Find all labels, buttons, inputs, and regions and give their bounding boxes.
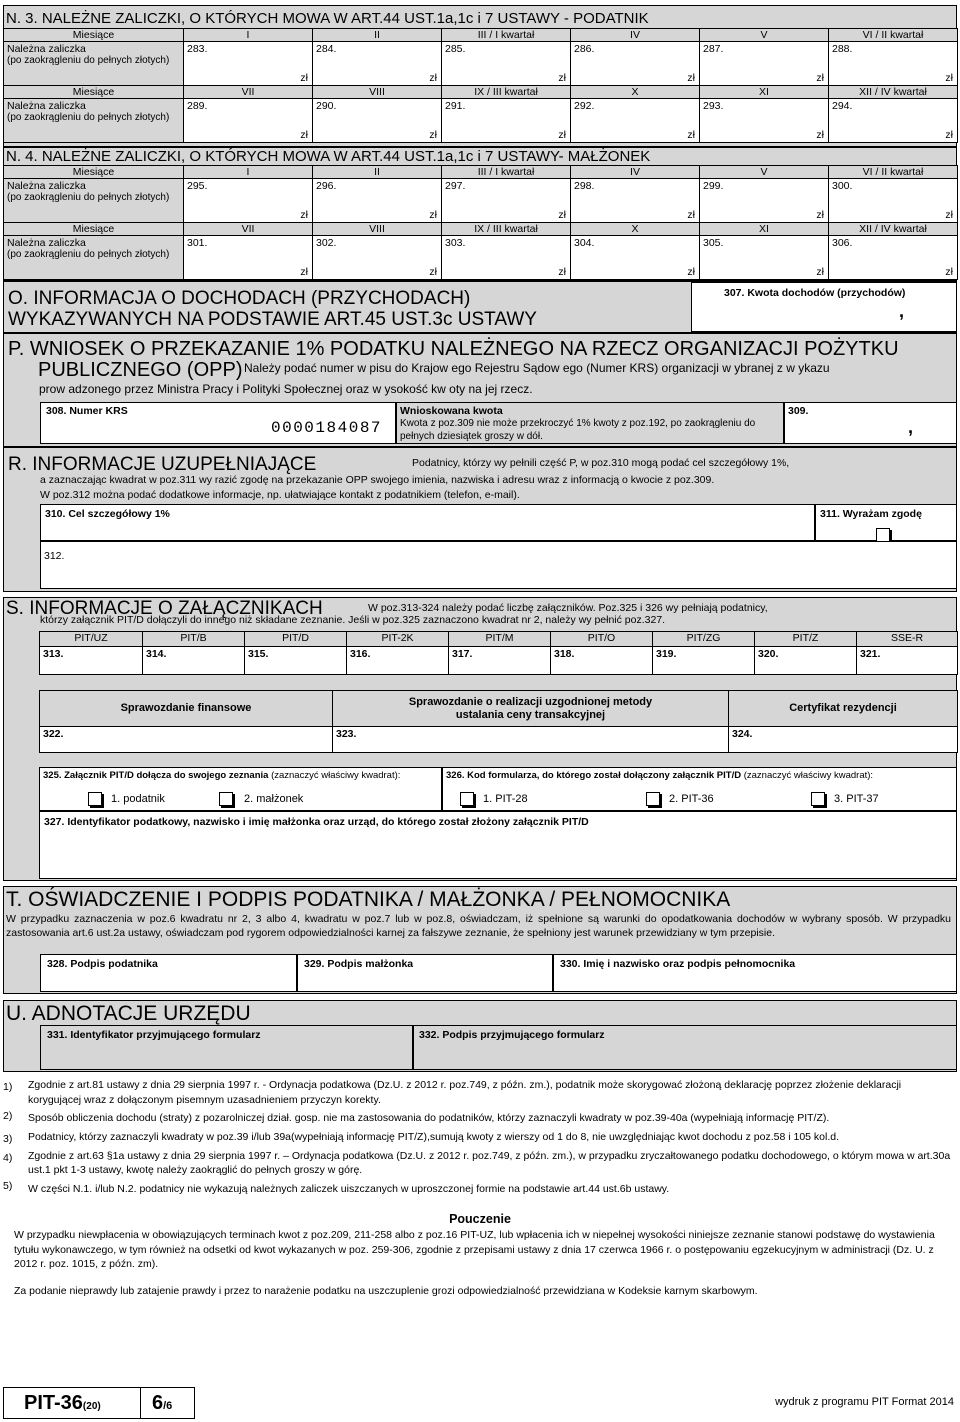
month-header: II: [313, 166, 442, 179]
section-t-desc: W przypadku zaznaczenia w poz.6 kwadratu nr 2, 3 albo 4, kwadratu w poz.7 lub w poz.8, oświadczam, iż spełnione są warunki do opodatkowania dochodów w wybrany sposób. W przypadku zastosowania art.6 ust.2a ustawy, oświadczam pod rygorem odpowiedzialności karnej za fałszywe zeznanie, że spełniony jest warunek przewidziany w tym przepisie.: [6, 913, 951, 939]
section-t-title: T. OŚWIADCZENIE I PODPIS PODATNIKA / MAŁŻONKA / PEŁNOMOCNIKA: [6, 888, 731, 911]
form-name: PIT-36(20): [24, 1392, 101, 1414]
option-pit36-label: 2. PIT-36: [669, 793, 714, 805]
footnote-number: 2): [3, 1110, 13, 1123]
field-326-label: 326. Kod formularza, do którego został dołączony załącznik PIT/D (zaznaczyć właściwy kwadrat):: [446, 770, 874, 781]
section-s-title: S. INFORMACJE O ZAŁĄCZNIKACH: [6, 598, 323, 619]
field-290[interactable]: 290. zł: [313, 99, 442, 143]
row-label: Należna zaliczka (po zaokrągleniu do pełnych złotych): [4, 179, 184, 223]
month-header: XI: [700, 223, 829, 236]
footnote-text: Podatnicy, którzy zaznaczyli kwadraty w poz.39 i/lub 39a(wypełniają informację PIT/Z),sumują kwoty z wierszy od 1 do 8, nie uwzględniając kwot dochodu z poz.58 i 105 kol.d.: [28, 1131, 840, 1144]
print-note: wydruk z programu PIT Format 2014: [775, 1396, 954, 1408]
months-label: Miesiące: [4, 166, 184, 179]
months-label: Miesiące: [4, 29, 184, 42]
page-number-box: [141, 1387, 195, 1419]
month-header: XII / IV kwartał: [829, 86, 958, 99]
field-310[interactable]: 310. Cel szczegółowy 1%: [40, 504, 815, 541]
months-label: Miesiące: [4, 223, 184, 236]
month-header: VII: [184, 223, 313, 236]
field-330[interactable]: 330. Imię i nazwisko oraz podpis pełnomocnika: [553, 954, 957, 992]
option-malzonek-checkbox[interactable]: [219, 792, 233, 806]
month-header: III / I kwartał: [442, 166, 571, 179]
row-label: Należna zaliczka (po zaokrągleniu do pełnych złotych): [4, 42, 184, 86]
footnote: [3, 1111, 957, 1126]
field-299[interactable]: 299. zł: [700, 179, 829, 223]
section-p-title-1: P. WNIOSEK O PRZEKAZANIE 1% PODATKU NALEŻNEGO NA RZECZ ORGANIZACJI POŻYTKU: [8, 338, 899, 360]
footnote-number: 4): [3, 1151, 13, 1164]
pouczenie-text-1: W przypadku niewpłacenia w obowiązujących terminach kwot z poz.209, 211-258 albo z poz.16 PIT-UZ, lub wpłacenia ich w niepełnej wysokości niniejsze zeznanie stanowi podstawę do wystawienia tytułu wykonawczego, w tym również na odsetki od kwot wykazanych w poz. 259-306, zgodnie z przepisami ustawy z dnia 17 czerwca 1966 r. o postępowaniu egzekucyjnym w administracji (Dz. U. z 2012 r. poz. 1015, z późn. zm).: [14, 1229, 935, 1271]
month-header: IV: [571, 166, 700, 179]
section-u-title: U. ADNOTACJE URZĘDU: [6, 1002, 251, 1025]
field-311[interactable]: 311. Wyrażam zgodę: [815, 504, 957, 541]
month-header: IX / III kwartał: [442, 223, 571, 236]
month-header: VIII: [313, 86, 442, 99]
section-s-desc-2: którzy załącznik PIT/D dołączyli do innego niż składane zeznanie. Jeśli w poz.325 zaznaczono kwadrat nr 2, należy wy pełnić poz.327.: [40, 614, 666, 626]
footnote-number: 5): [3, 1180, 13, 1193]
field-324[interactable]: 324.: [729, 727, 958, 753]
pouczenie-title: Pouczenie: [449, 1212, 511, 1226]
option-podatnik-checkbox[interactable]: [88, 792, 102, 806]
footnote-text: W części N.1. i/lub N.2. podatnicy nie wykazują należnych zaliczek uiszczanych w uproszczonej formie na podstawie art.44 ust.6b ustawy.: [28, 1183, 670, 1196]
attachment-header: PIT/B: [143, 632, 245, 647]
section-o-title-1: O. INFORMACJA O DOCHODACH (PRZYCHODACH): [8, 288, 471, 309]
field-328[interactable]: 328. Podpis podatnika: [40, 954, 297, 992]
field-306[interactable]: 306. zł: [829, 236, 958, 280]
attachment-header: PIT-2K: [347, 632, 449, 647]
footnote-text: Zgodnie z art.81 ustawy z dnia 29 sierpnia 1997 r. - Ordynacja podatkowa (Dz.U. z 2012 r. poz.749, z późn. zm.), podatnik może skorygować złożoną deklarację poprzez złożenie deklaracji korygującej wraz z dołączonym pisemnym uzasadnieniem przyczyn korekty.: [28, 1079, 902, 1106]
attachment-header: PIT/M: [449, 632, 551, 647]
field-305[interactable]: 305. zł: [700, 236, 829, 280]
month-header: IX / III kwartał: [442, 86, 571, 99]
footnote-number: 3): [3, 1133, 13, 1146]
field-317[interactable]: 317.: [449, 647, 551, 675]
field-301[interactable]: 301. zł: [184, 236, 313, 280]
attachment-header: PIT/D: [245, 632, 347, 647]
option-pit36-checkbox[interactable]: [646, 792, 660, 806]
option-malzonek-label: 2. małżonek: [244, 793, 304, 805]
option-podatnik-label: 1. podatnik: [111, 793, 165, 805]
footnote-text: Sposób obliczenia dochodu (straty) z pozarolniczej dział. gosp. nie ma zastosowania do podatników, którzy zaznaczyli kwadraty w poz.39-40a (wypełniają informację PIT/Z).: [28, 1112, 830, 1125]
field-320[interactable]: 320.: [755, 647, 857, 675]
option-pit28-label: 1. PIT-28: [483, 793, 528, 805]
footnote-text: Zgodnie z art.63 §1a ustawy z dnia 29 sierpnia 1997 r. – Ordynacja podatkowa (Dz.U. z 2012 r. poz.749, z późn. zm.), w przypadku zryczałtowanego podatku dochodowego, o którym mowa w art.30a ust.1 pkt 1-3 ustawy, kwotę należy zaokrąglić do pełnych groszy w górę.: [28, 1149, 951, 1177]
section-n3-title: N. 3. NALEŻNE ZALICZKI, O KTÓRYCH MOWA W ART.44 UST.1a,1c i 7 USTAWY - PODATNIK: [6, 10, 649, 27]
field-316[interactable]: 316.: [347, 647, 449, 675]
field-322[interactable]: 322.: [40, 727, 333, 753]
section-s-desc-1: W poz.313-324 należy podać liczbę załączników. Poz.325 i 326 wy pełniają podatnicy,: [368, 602, 768, 614]
field-325-label: 325. Załącznik PIT/D dołącza do swojego zeznania (zaznaczyć właściwy kwadrat):: [43, 770, 401, 781]
field-329[interactable]: 329. Podpis małżonka: [297, 954, 553, 992]
field-321[interactable]: 321.: [857, 647, 958, 675]
section-p-desc-1: Należy podać numer w pisu do Krajow ego Rejestru Sądow ego (Numer KRS) organizacji w ybranej z w ykazu: [244, 361, 830, 375]
section-p-desc-2: prow adzonego przez Ministra Pracy i Polityki Społecznej oraz w ysokość kw oty na jej rzecz.: [39, 382, 533, 396]
month-header: VI / II kwartał: [829, 166, 958, 179]
field-319[interactable]: 319.: [653, 647, 755, 675]
section-r-desc-1: Podatnicy, którzy wy pełnili część P, w poz.310 mogą podać cel szczegółowy 1%,: [412, 457, 790, 469]
form-name-box: [3, 1387, 141, 1419]
field-298[interactable]: 298. zł: [571, 179, 700, 223]
footnote: [3, 1130, 957, 1145]
field-302[interactable]: 302. zł: [313, 236, 442, 280]
option-pit28-checkbox[interactable]: [460, 792, 474, 806]
page-number: 6/6: [152, 1392, 173, 1414]
month-header: VIII: [313, 223, 442, 236]
field-313[interactable]: 313.: [40, 647, 143, 675]
field-304[interactable]: 304. zł: [571, 236, 700, 280]
field-300[interactable]: 300. zł: [829, 179, 958, 223]
month-header: VII: [184, 86, 313, 99]
pouczenie-text-2: Za podanie nieprawdy lub zatajenie prawdy i przez to narażenie podatku na uszczuplenie grozi odpowiedzialność przewidziana w Kodeksie karnym skarbowym.: [14, 1285, 758, 1297]
month-header: X: [571, 223, 700, 236]
consent-checkbox[interactable]: [876, 528, 890, 542]
month-header: XII / IV kwartał: [829, 223, 958, 236]
n3-table: [3, 28, 958, 143]
field-296[interactable]: 296. zł: [313, 179, 442, 223]
field-285[interactable]: 285. zł: [442, 42, 571, 86]
field-293[interactable]: 293. zł: [700, 99, 829, 143]
month-header: V: [700, 166, 829, 179]
attachment-header: PIT/Z: [755, 632, 857, 647]
field-291[interactable]: 291. zł: [442, 99, 571, 143]
section-p-title-2: PUBLICZNEGO (OPP): [38, 359, 243, 381]
section-r-title: R. INFORMACJE UZUPEŁNIAJĄCE: [8, 454, 317, 475]
field-315[interactable]: 315.: [245, 647, 347, 675]
field-309[interactable]: 309. ,: [784, 402, 957, 444]
field-323[interactable]: 323.: [333, 727, 729, 753]
field-312[interactable]: 312.: [40, 541, 957, 589]
field-284[interactable]: 284. zł: [313, 42, 442, 86]
field-332[interactable]: 332. Podpis przyjmującego formularz: [413, 1025, 957, 1070]
attachment-header: PIT/O: [551, 632, 653, 647]
field-297[interactable]: 297. zł: [442, 179, 571, 223]
month-header: V: [700, 29, 829, 42]
month-header: III / I kwartał: [442, 29, 571, 42]
reports-table: [39, 690, 958, 753]
field-327[interactable]: 327. Identyfikator podatkowy, nazwisko i imię małżonka oraz urząd, do którego został złożony załącznik PIT/D: [39, 811, 957, 879]
row-label: Należna zaliczka (po zaokrągleniu do pełnych złotych): [4, 99, 184, 143]
report-header: Certyfikat rezydencji: [729, 691, 958, 727]
attachment-header: PIT/ZG: [653, 632, 755, 647]
n4-table: [3, 165, 958, 280]
field-292[interactable]: 292. zł: [571, 99, 700, 143]
months-label: Miesiące: [4, 86, 184, 99]
amount-info: Wnioskowana kwota Kwota z poz.309 nie może przekroczyć 1% kwoty z poz.192, po zaokrągleniu do pełnych dziesiątek groszy w dół.: [396, 402, 784, 444]
field-303[interactable]: 303. zł: [442, 236, 571, 280]
field-318[interactable]: 318.: [551, 647, 653, 675]
section-r-desc-3: W poz.312 można podać dodatkowe informacje, np. ułatwiające kontakt z podatnikiem (telefon, e-mail).: [40, 489, 520, 501]
footnote-number: 1): [3, 1081, 13, 1093]
report-header: Sprawozdanie finansowe: [40, 691, 333, 727]
month-header: XI: [700, 86, 829, 99]
footnotes: [3, 1078, 957, 1197]
option-pit37-checkbox[interactable]: [811, 792, 825, 806]
month-header: I: [184, 29, 313, 42]
month-header: II: [313, 29, 442, 42]
field-283[interactable]: 283. zł: [184, 42, 313, 86]
field-286[interactable]: 286. zł: [571, 42, 700, 86]
option-pit37-label: 3. PIT-37: [834, 793, 879, 805]
field-295[interactable]: 295. zł: [184, 179, 313, 223]
row-label: Należna zaliczka (po zaokrągleniu do pełnych złotych): [4, 236, 184, 280]
month-header: VI / II kwartał: [829, 29, 958, 42]
month-header: IV: [571, 29, 700, 42]
section-o-title-2: WYKAZYWANYCH NA PODSTAWIE ART.45 UST.3c USTAWY: [8, 309, 537, 330]
attachments-table: [39, 631, 958, 675]
section-r-desc-2: a zaznaczając kwadrat w poz.311 wy razić zgodę na przekazanie OPP swojego imienia, nazwiska i adresu wraz z informacją o kwocie z poz.309.: [40, 474, 715, 486]
field-294[interactable]: 294. zł: [829, 99, 958, 143]
footnote: [3, 1078, 957, 1107]
report-header: Sprawozdanie o realizacji uzgodnionej metody ustalania ceny transakcyjnej: [333, 691, 729, 727]
attachment-header: PIT/UZ: [40, 632, 143, 647]
field-288[interactable]: 288. zł: [829, 42, 958, 86]
month-header: I: [184, 166, 313, 179]
month-header: X: [571, 86, 700, 99]
footnote: [3, 1182, 957, 1197]
footnote: [3, 1149, 957, 1178]
field-307[interactable]: 307. Kwota dochodów (przychodów) ,: [691, 282, 957, 332]
section-n4-title: N. 4. NALEŻNE ZALICZKI, O KTÓRYCH MOWA W ART.44 UST.1a,1c i 7 USTAWY- MAŁŻONEK: [6, 148, 651, 165]
field-331[interactable]: 331. Identyfikator przyjmującego formularz: [40, 1025, 413, 1070]
field-308[interactable]: 308. Numer KRS 0000184087: [40, 402, 396, 444]
field-289[interactable]: 289. zł: [184, 99, 313, 143]
field-314[interactable]: 314.: [143, 647, 245, 675]
field-287[interactable]: 287. zł: [700, 42, 829, 86]
attachment-header: SSE-R: [857, 632, 958, 647]
